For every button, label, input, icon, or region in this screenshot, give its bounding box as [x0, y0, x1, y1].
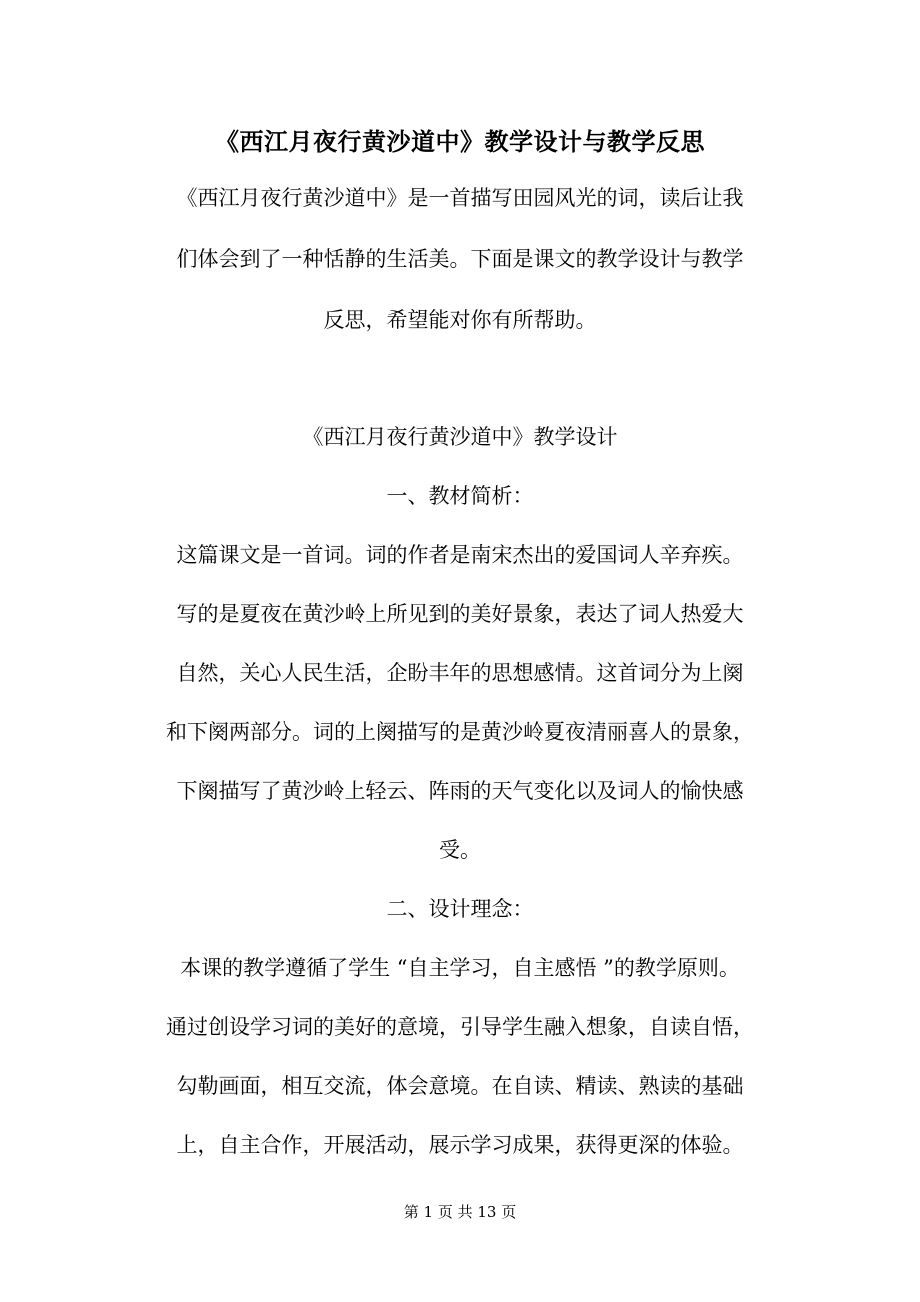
section1-line: 下阕描写了黄沙岭上轻云、阵雨的天气变化以及词人的愉快感	[176, 779, 744, 803]
page-number-footer: 第 1 页 共 13 页	[403, 1203, 517, 1221]
section2-line: 勾勒画面，相互交流，体会意境。在自读、精读、熟读的基础	[176, 1074, 744, 1098]
intro-line: 《西江月夜行黄沙道中》是一首描写田园风光的词，读后让我	[176, 186, 744, 210]
section2-line: 本课的教学遵循了学生 “自主学习，自主感悟 ”的教学原则。	[180, 956, 740, 980]
section-heading-design-concept: 二、设计理念：	[386, 897, 534, 921]
section2-line: 通过创设学习词的美好的意境，引导学生融入想象，自读自悟，	[166, 1015, 754, 1039]
section2-line: 上，自主合作，开展活动，展示学习成果，获得更深的体验。	[176, 1133, 744, 1157]
section1-line: 写的是夏夜在黄沙岭上所见到的美好景象，表达了词人热爱大	[176, 602, 744, 626]
section1-line: 和下阕两部分。词的上阕描写的是黄沙岭夏夜清丽喜人的景象，	[166, 720, 754, 744]
section-heading-textbook-analysis: 一、教材简析：	[386, 484, 534, 508]
intro-line: 反思，希望能对你有所帮助。	[323, 308, 597, 332]
section1-line: 这篇课文是一首词。词的作者是南宋杰出的爱国词人辛弃疾。	[176, 543, 744, 567]
document-subtitle: 《西江月夜行黄沙道中》教学设计	[302, 425, 618, 449]
section1-line: 受。	[439, 838, 481, 862]
document-title: 《西江月夜行黄沙道中》教学设计与教学反思	[215, 127, 705, 156]
section1-line: 自然，关心人民生活，企盼丰年的思想感情。这首词分为上阕	[176, 661, 744, 685]
intro-line: 们体会到了一种恬静的生活美。下面是课文的教学设计与教学	[176, 247, 744, 271]
